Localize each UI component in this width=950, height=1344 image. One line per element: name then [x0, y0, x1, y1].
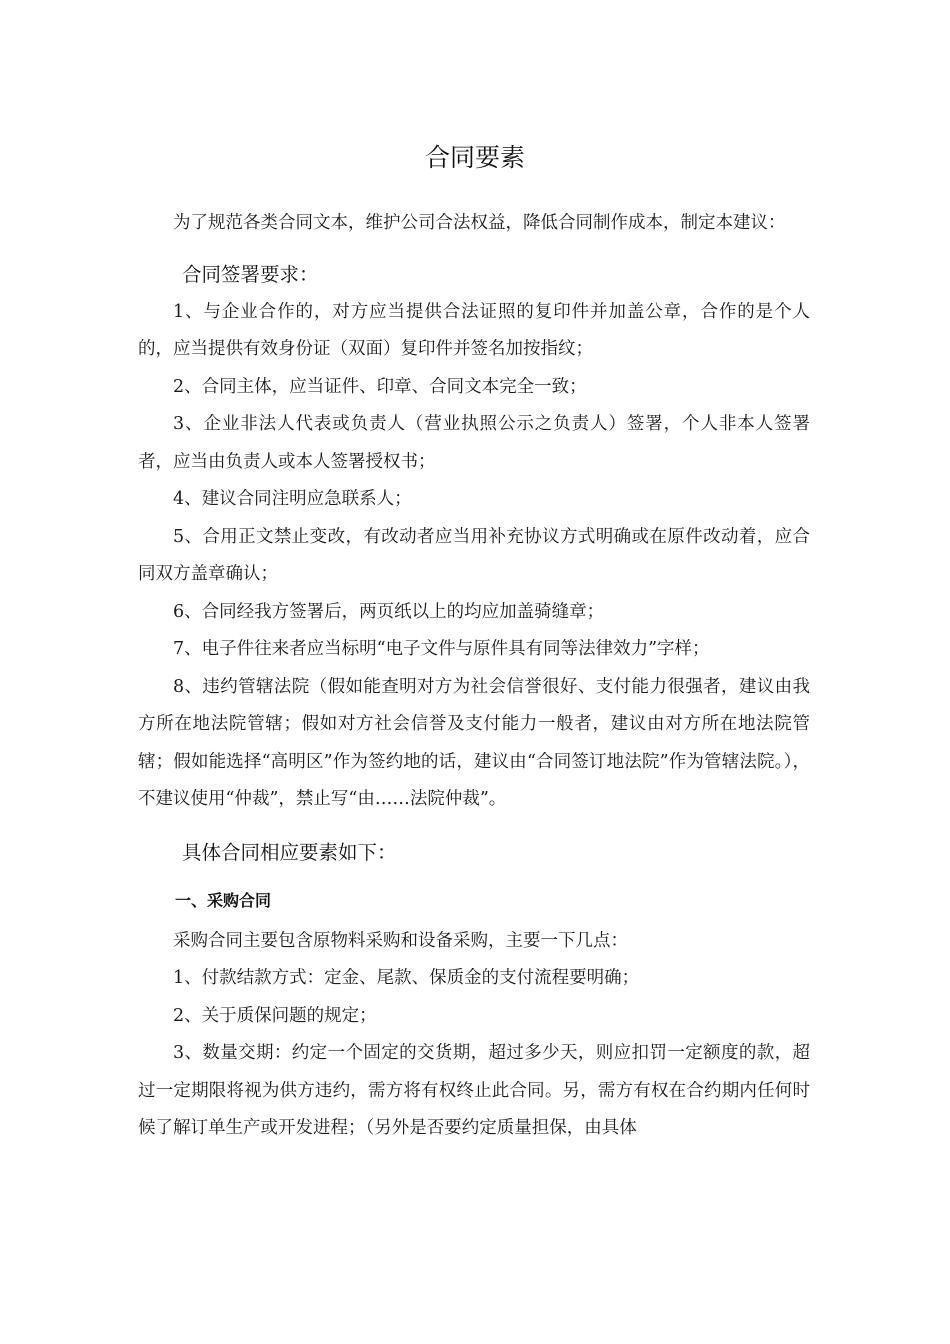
procurement-item-1: 1、付款结款方式：定金、尾款、保质金的支付流程要明确；: [173, 968, 640, 988]
signing-item-8: 8、违约管辖法院（假如能查明对方为社会信誉很好、支付能力很强者，建议由我方所在地法院管辖；假如对方社会信誉及支付能力一般者，建议由对方所在地法院管辖；假如能选择“高明区”作为签约地的话，建议由“合同签订地法院”作为管辖法院。），不建议使用“仲裁”，禁止写“由……法院仲裁”。: [138, 676, 810, 809]
signing-item-5: 5、合用正文禁止变改，有改动者应当用补充协议方式明确或在原件改动着，应合同双方盖章确认；: [138, 526, 810, 584]
procurement-contract-heading: 一、采购合同: [175, 890, 272, 910]
signing-item-4: 4、建议合同注明应急联系人；: [173, 489, 412, 509]
signing-item-3: 3、企业非法人代表或负责人（营业执照公示之负责人）签署，个人非本人签署者，应当由负责人或本人签署授权书；: [138, 414, 810, 472]
signing-requirements-heading: 合同签署要求：: [182, 262, 319, 286]
signing-item-1: 1、与企业合作的，对方应当提供合法证照的复印件并加盖公章，合作的是个人的，应当提供有效身份证（双面）复印件并签名加按指纹；: [138, 301, 810, 359]
document-title: 合同要素: [424, 143, 525, 172]
intro-paragraph: 为了规范各类合同文本，维护公司合法权益，降低合同制作成本，制定本建议：: [173, 213, 786, 233]
procurement-intro: 采购合同主要包含原物料采购和设备采购，主要一下几点：: [173, 930, 628, 951]
signing-item-2: 2、合同主体，应当证件、印章、合同文本完全一致；: [173, 376, 587, 397]
signing-item-7: 7、电子件往来者应当标明“电子文件与原件具有同等法律效力”字样；: [173, 639, 710, 659]
procurement-item-2: 2、关于质保问题的规定；: [173, 1005, 377, 1026]
procurement-item-3: 3、数量交期：约定一个固定的交货期，超过多少天，则应扣罚一定额度的款，超过一定期限将视为供方违约，需方将有权终止此合同。另，需方有权在合约期内任何时候了解订单生产或开发进程；（另外是否要约定质量担保，由具体: [138, 1043, 810, 1138]
document-body: [138, 205, 810, 1148]
signing-item-6: 6、合同经我方签署后，两页纸以上的均应加盖骑缝章；: [173, 601, 605, 622]
specific-contract-elements-heading: 具体合同相应要素如下：: [182, 840, 397, 864]
